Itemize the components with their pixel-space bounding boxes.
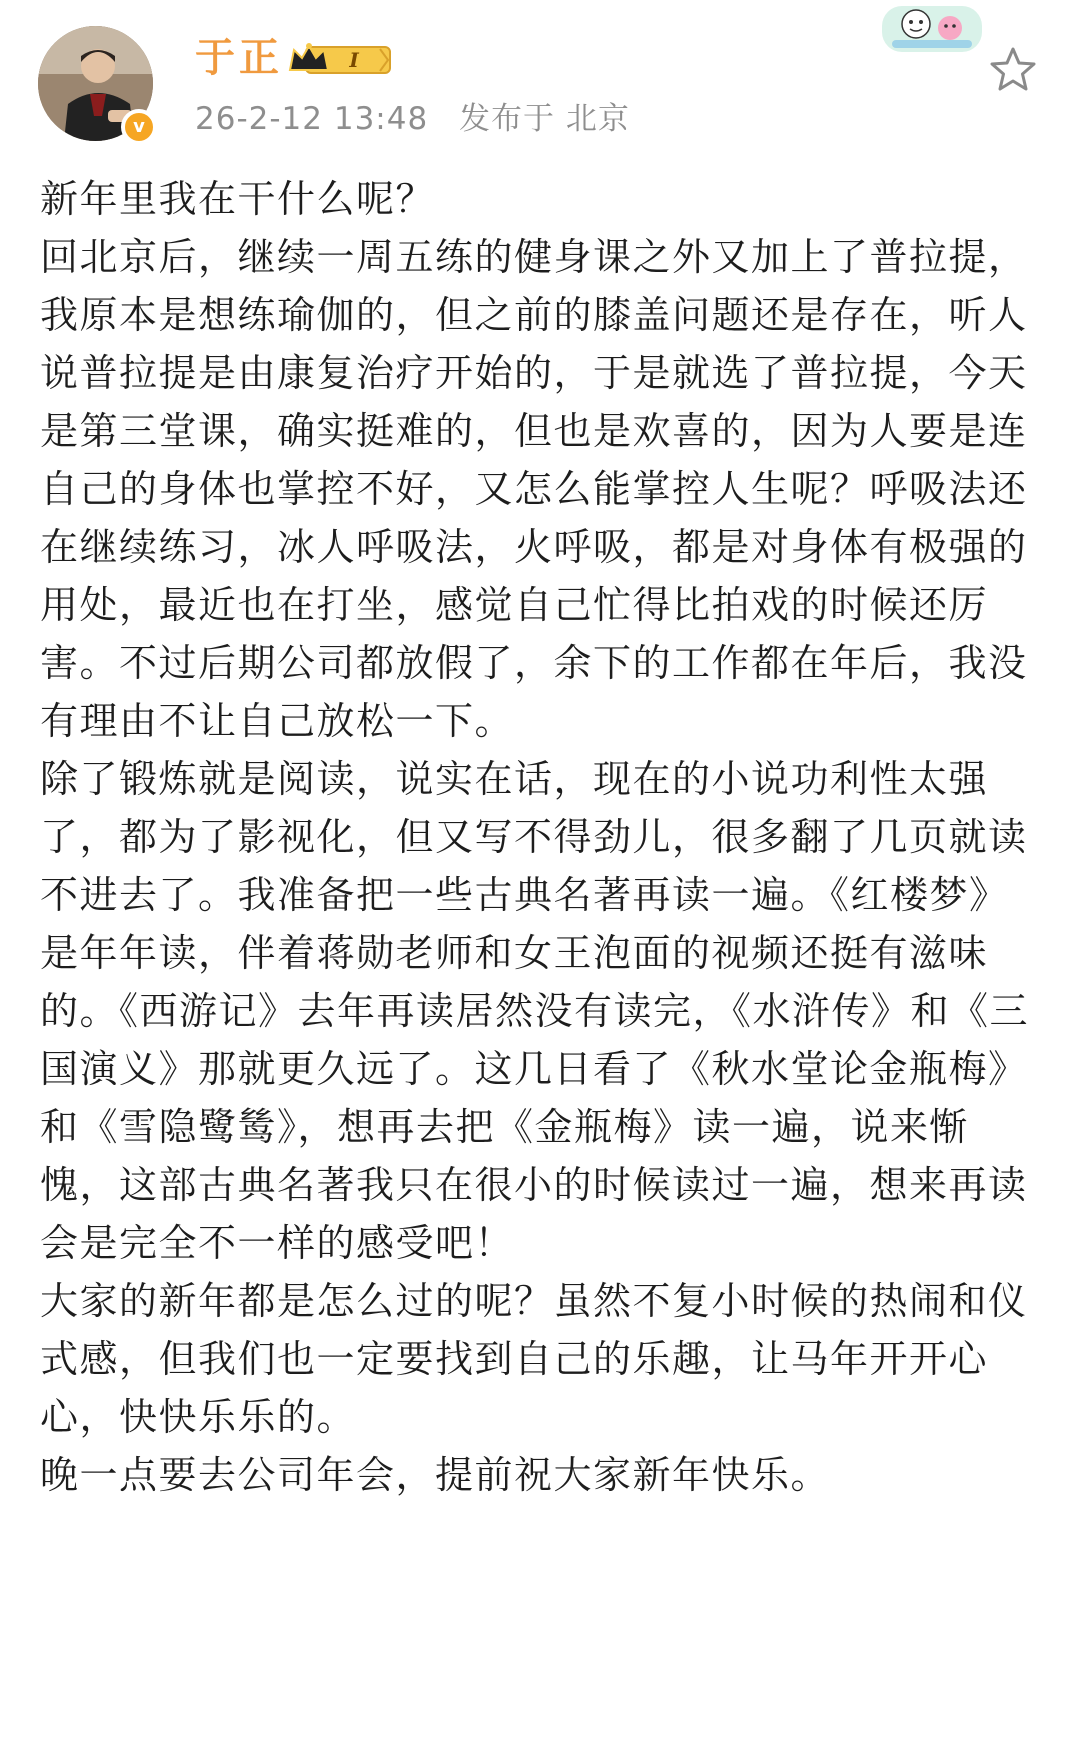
post-meta bbox=[195, 98, 650, 140]
star-outline-icon[interactable] bbox=[988, 44, 1038, 94]
vip-level: I bbox=[349, 48, 359, 72]
post-paragraph: 除了锻炼就是阅读，说实在话，现在的小说功利性太强了，都为了影视化，但又写不得劲儿，很多翻了几页就读不进去了。我准备把一些古典名著再读一遍。《红楼梦》是年年读，伴着蒋勋老师和女王泡面的视频还挺有滋味的。《西游记》去年再读居然没有读完，《水浒传》和《三国演义》那就更久远了。这几日看了《秋水堂论金瓶梅》和《雪隐鹭鸶》，想再去把《金瓶梅》读一遍，说来惭愧，这部古典名著我只在很小的时候读过一遍，想来再读会是完全不一样的感受吧！ bbox=[40, 757, 1030, 1265]
post-paragraph: 回北京后，继续一周五练的健身课之外又加上了普拉提，我原本是想练瑜伽的，但之前的膝盖问题还是存在，听人说普拉提是由康复治疗开始的，于是就选了普拉提，今天是第三堂课，确实挺难的，但也是欢喜的，因为人要是连自己的身体也掌控不好，又怎么能掌控人生呢？呼吸法还在继续练习，冰人呼吸法，火呼吸，都是对身体有极强的用处，最近也在打坐，感觉自己忙得比拍戏的时候还厉害。不过后期公司都放假了，余下的工作都在年后，我没有理由不让自己放松一下。 bbox=[40, 235, 1028, 743]
v-verified-icon: v bbox=[121, 109, 157, 145]
post-paragraph: 晚一点要去公司年会，提前祝大家新年快乐。 bbox=[40, 1453, 831, 1497]
crown-icon[interactable] bbox=[288, 40, 394, 78]
post-header bbox=[0, 0, 1080, 165]
post-body bbox=[40, 170, 1040, 1504]
post-location: 发布于 北京 bbox=[459, 101, 630, 137]
author-avatar-container[interactable] bbox=[38, 26, 153, 141]
post-timestamp: 26-2-12 13:48 bbox=[195, 101, 429, 137]
post-paragraph: 新年里我在干什么呢？ bbox=[40, 177, 436, 221]
post-paragraph: 大家的新年都是怎么过的呢？虽然不复小时候的热闹和仪式感，但我们也一定要找到自己的乐趣，让马年开开心心，快快乐乐的。 bbox=[40, 1279, 1028, 1439]
cartoon-sticker bbox=[878, 0, 988, 56]
author-name[interactable]: 于正 bbox=[195, 35, 283, 81]
